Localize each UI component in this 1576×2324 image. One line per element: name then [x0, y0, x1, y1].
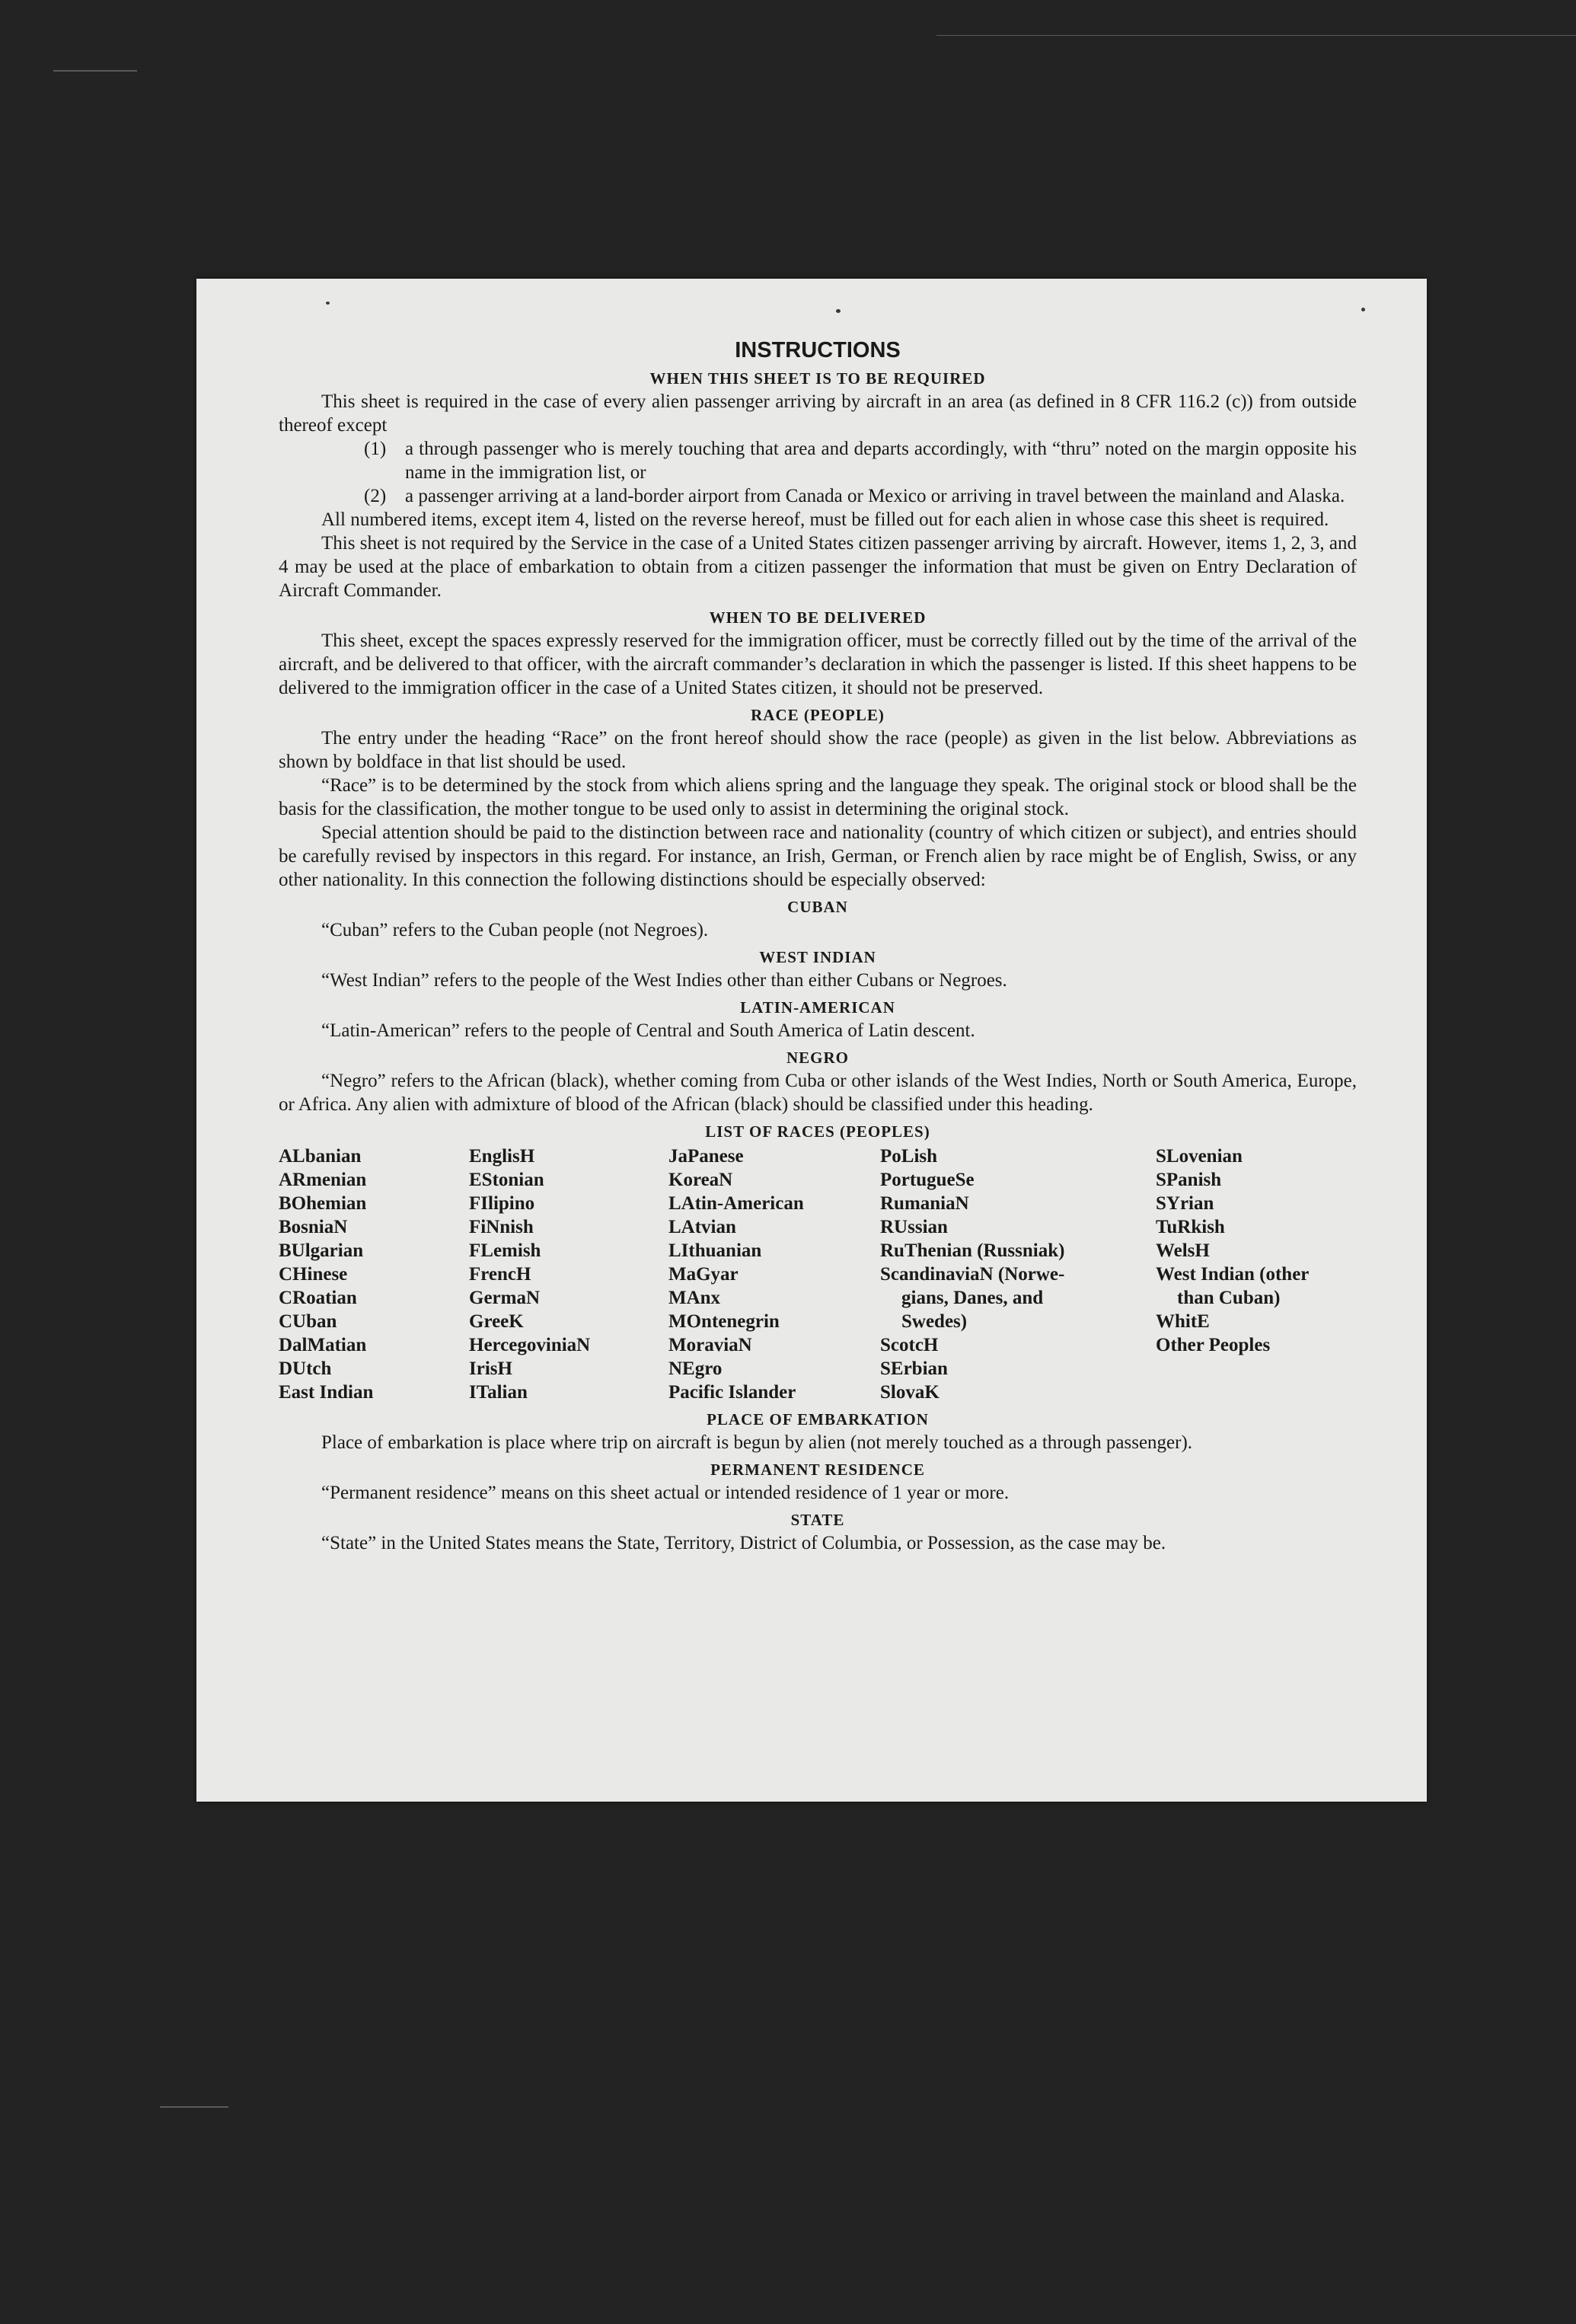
para-race-3: Special attention should be paid to the distinction between race and nationality (country of which citizen or subject), and entries should be carefully revised by inspectors in this regard. For instance, an Irish, German, or French alien by race might be of English, Swiss, or any other nationality. In this connection the following distinctions should be especially observed: [279, 822, 1357, 890]
race-entry: Pacific Islander [668, 1382, 796, 1403]
latin-american-text: “Latin-American” refers to the people of Central and South America of Latin descent. [321, 1020, 975, 1041]
item-number: (2) [364, 486, 387, 506]
races-list-heading: LIST OF RACES (PEOPLES) [705, 1122, 930, 1141]
race-entry: FIlipino [469, 1193, 535, 1214]
race-entry: Other Peoples [1156, 1335, 1271, 1355]
para-numbered-items: All numbered items, except item 4, listed on the reverse hereof, must be filled out for each alien in whose case this sheet is required. [321, 509, 1329, 530]
race-entry: DalMatian [279, 1335, 367, 1355]
residence-heading: PERMANENT RESIDENCE [710, 1460, 925, 1479]
race-entry: MoraviaN [668, 1335, 752, 1355]
when-delivered-heading: WHEN TO BE DELIVERED [709, 608, 927, 627]
races-column [668, 1144, 880, 1404]
race-entry: LAtvian [668, 1217, 736, 1237]
exception-item [279, 484, 1357, 508]
race-entry: PoLish [880, 1146, 938, 1167]
race-entry: EStonian [469, 1170, 544, 1190]
latin-american-heading: LATIN-AMERICAN [740, 998, 895, 1017]
embarkation-text: Place of embarkation is place where trip on aircraft is begun by alien (not merely touched as a through passenger). [321, 1432, 1193, 1453]
race-entry: EnglisH [469, 1146, 535, 1167]
item-number: (1) [364, 439, 387, 459]
race-heading: RACE (PEOPLE) [751, 706, 885, 724]
race-entry: SlovaK [880, 1382, 940, 1403]
race-entry: NEgro [668, 1358, 723, 1379]
race-entry: KoreaN [668, 1170, 733, 1190]
instruction-sheet [196, 279, 1427, 1802]
race-entry: ScotcH [880, 1335, 939, 1355]
race-entry: IrisH [469, 1358, 512, 1379]
item-text: a passenger arriving at a land-border airport from Canada or Mexico or arriving in travel between the mainland and Alaska. [405, 486, 1345, 506]
speck [1361, 308, 1365, 311]
race-entry: FiNnish [469, 1217, 534, 1237]
race-entry: FrencH [469, 1264, 531, 1285]
scan-edge-bottom-left [160, 2106, 228, 2108]
race-entry: RumaniaN [880, 1193, 969, 1214]
race-entry: SPanish [1156, 1170, 1222, 1190]
race-entry: WelsH [1156, 1240, 1210, 1261]
race-entry: gians, Danes, and [901, 1288, 1044, 1308]
race-entry: RUssian [880, 1217, 948, 1237]
race-entry: ALbanian [279, 1146, 362, 1167]
race-entry: WhitE [1156, 1311, 1210, 1332]
instructions-title: INSTRUCTIONS [735, 338, 901, 362]
west-indian-text: “West Indian” refers to the people of the West Indies other than either Cubans or Negroes. [321, 970, 1007, 991]
race-entry: GreeK [469, 1311, 524, 1332]
scan-edge-top-left [53, 70, 137, 72]
race-entry: JaPanese [668, 1146, 744, 1167]
race-entry: PortugueSe [880, 1170, 975, 1190]
scan-edge-top-right [936, 35, 1576, 36]
race-entry: East Indian [279, 1382, 374, 1403]
race-entry: DUtch [279, 1358, 332, 1379]
speck [326, 302, 330, 305]
race-entry: HercegoviniaN [469, 1335, 591, 1355]
races-column [279, 1144, 469, 1404]
race-entry: SLovenian [1156, 1146, 1243, 1167]
race-entry: BosniaN [279, 1217, 348, 1237]
race-entry: TuRkish [1156, 1217, 1225, 1237]
para-race-2: “Race” is to be determined by the stock from which aliens spring and the language they speak. The original stock or blood shall be the basis for the classification, the mother tongue to be used only to assist in determining the original stock. [279, 775, 1357, 819]
speck [836, 309, 841, 313]
races-column [1156, 1144, 1357, 1404]
west-indian-heading: WEST INDIAN [759, 948, 876, 966]
race-entry: LAtin-American [668, 1193, 804, 1214]
race-entry: GermaN [469, 1288, 541, 1308]
exception-item [279, 437, 1357, 484]
race-entry: than Cuban) [1177, 1288, 1281, 1308]
race-entry: ITalian [469, 1382, 528, 1403]
race-entry: ARmenian [279, 1170, 367, 1190]
state-text: “State” in the United States means the State, Territory, District of Columbia, or Possession, as the case may be. [321, 1533, 1166, 1553]
race-entry: FLemish [469, 1240, 541, 1261]
race-entry: ScandinaviaN (Norwe- [880, 1264, 1065, 1285]
state-heading: STATE [790, 1511, 845, 1529]
race-entry: MaGyar [668, 1264, 739, 1285]
race-entry: West Indian (other [1156, 1264, 1310, 1285]
race-entry: SYrian [1156, 1193, 1214, 1214]
race-entry: CRoatian [279, 1288, 357, 1308]
para-citizen: This sheet is not required by the Service in the case of a United States citizen passenger arriving by aircraft. However, items 1, 2, 3, and 4 may be used at the place of embarkation to obtain from a citizen passenger the information that must be given on Entry Declaration of Aircraft Commander. [279, 533, 1357, 601]
race-entry: CUban [279, 1311, 337, 1332]
para-race-1: The entry under the heading “Race” on the front hereof should show the race (people) as given in the list below. Abbreviations as shown by boldface in that list should be used. [279, 728, 1357, 772]
cuban-text: “Cuban” refers to the Cuban people (not Negroes). [321, 920, 709, 940]
race-entry: MAnx [668, 1288, 721, 1308]
race-entry: LIthuanian [668, 1240, 762, 1261]
races-column [469, 1144, 668, 1404]
race-entry: BOhemian [279, 1193, 367, 1214]
races-list [279, 1144, 1357, 1404]
race-entry: CHinese [279, 1264, 348, 1285]
race-entry: SErbian [880, 1358, 948, 1379]
embarkation-heading: PLACE OF EMBARKATION [707, 1410, 929, 1429]
negro-text: “Negro” refers to the African (black), whether coming from Cuba or other islands of the West Indies, North or South America, Europe, or Africa. Any alien with admixture of blood of the African (black) should be classified under this heading. [279, 1071, 1357, 1115]
race-entry: Swedes) [901, 1311, 968, 1332]
para-required: This sheet is required in the case of every alien passenger arriving by aircraft in an area (as defined in 8 CFR 116.2 (c)) from outside thereof except [279, 391, 1357, 436]
para-delivered: This sheet, except the spaces expressly reserved for the immigration officer, must be correctly filled out by the time of the arrival of the aircraft, and be delivered to that officer, with the aircraft commander’s declaration in which the passenger is listed. If this sheet happens to be delivered to the immigration officer in the case of a United States citizen, it should not be preserved. [279, 630, 1357, 698]
race-entry: MOntenegrin [668, 1311, 780, 1332]
negro-heading: NEGRO [786, 1049, 849, 1067]
races-column [880, 1144, 1156, 1404]
race-entry: RuThenian (Russniak) [880, 1240, 1065, 1261]
residence-text: “Permanent residence” means on this sheet actual or intended residence of 1 year or more. [321, 1483, 1010, 1503]
when-required-heading: WHEN THIS SHEET IS TO BE REQUIRED [649, 369, 986, 388]
item-text: a through passenger who is merely touching that area and departs accordingly, with “thru” noted on the margin opposite his name in the immigration list, or [405, 439, 1357, 483]
race-entry: BUlgarian [279, 1240, 364, 1261]
cuban-heading: CUBAN [787, 898, 848, 916]
